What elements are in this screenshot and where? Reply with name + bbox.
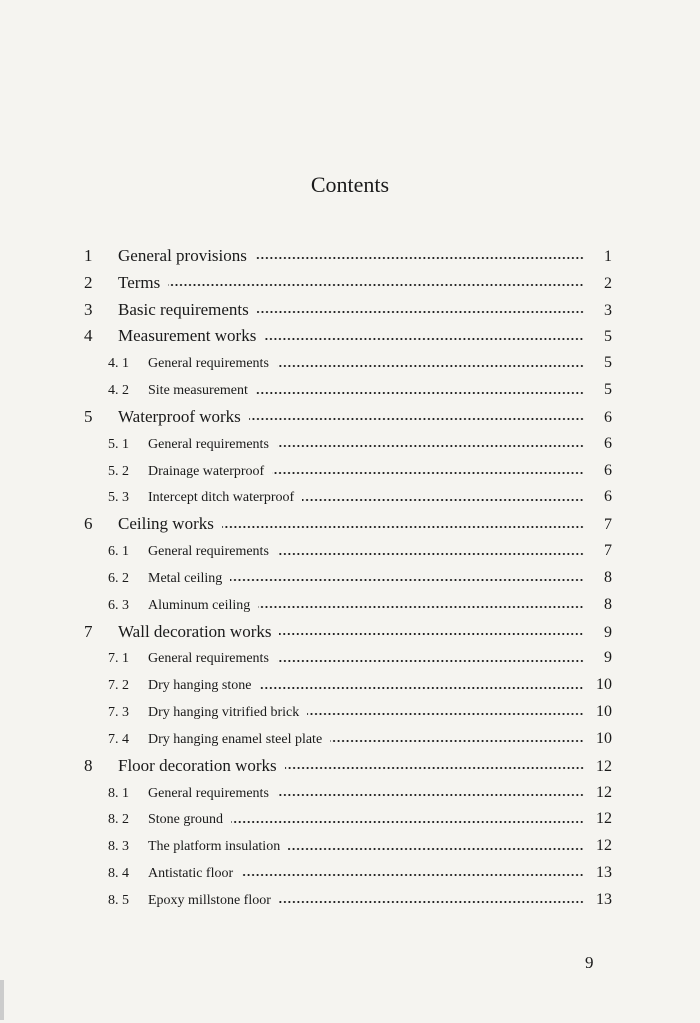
section-title: Wall decoration works	[118, 621, 272, 641]
dot-leader	[168, 283, 584, 287]
dot-leader	[279, 900, 584, 904]
section-number: 5	[84, 406, 93, 426]
dot-leader	[222, 525, 584, 529]
section-title: General provisions	[118, 246, 247, 265]
section-number: 8	[84, 755, 93, 775]
section-page: 10	[596, 676, 612, 694]
section-number: 7. 2	[108, 678, 129, 694]
section-page: 6	[604, 434, 612, 452]
dot-leader	[307, 712, 584, 716]
page-edge	[0, 980, 4, 1020]
section-number: 4	[84, 326, 93, 346]
section-page: 7	[604, 516, 612, 534]
dot-leader	[258, 605, 584, 609]
dot-leader	[277, 659, 584, 663]
section-number: 5. 2	[108, 463, 129, 479]
toc-entry	[84, 860, 612, 887]
section-title: Measurement works	[118, 326, 257, 346]
section-number: 6. 1	[108, 544, 129, 560]
section-title: General requirements	[148, 356, 269, 372]
section-number: 7. 1	[108, 651, 129, 667]
toc-entry	[84, 511, 612, 538]
dot-leader	[277, 444, 584, 448]
dot-leader	[255, 256, 584, 260]
dot-leader	[277, 793, 584, 797]
section-title: General requirements	[148, 436, 269, 452]
section-number: 8. 2	[108, 812, 129, 828]
section-title: Dry hanging vitrified brick	[148, 705, 300, 721]
section-title: The platform insulation	[148, 839, 281, 855]
dot-leader	[277, 364, 584, 368]
toc-entry	[84, 806, 612, 833]
section-page: 12	[596, 810, 612, 828]
section-title: General requirements	[148, 544, 269, 560]
section-title: Terms	[118, 272, 161, 292]
toc-entry	[84, 565, 612, 592]
toc-entry	[84, 753, 612, 780]
toc-entry	[84, 458, 612, 485]
toc-entry	[84, 270, 612, 297]
toc-entry	[84, 484, 612, 511]
section-number: 3	[84, 299, 93, 319]
section-page: 5	[604, 354, 612, 372]
section-title: Intercept ditch waterproof	[148, 490, 295, 506]
section-page: 12	[596, 783, 612, 801]
dot-leader	[277, 552, 584, 556]
section-title: Antistatic floor	[148, 866, 234, 882]
toc-entry	[84, 404, 612, 431]
dot-leader	[302, 498, 584, 502]
section-page: 3	[604, 301, 612, 319]
section-number: 7	[84, 621, 93, 641]
section-title: Waterproof works	[118, 406, 241, 426]
section-page: 10	[596, 703, 612, 721]
section-page: 1	[604, 248, 612, 265]
dot-leader	[249, 417, 584, 421]
toc-entry	[84, 350, 612, 377]
section-title: Stone ground	[148, 812, 224, 828]
section-title: Epoxy millstone floor	[148, 892, 271, 908]
section-page: 5	[604, 328, 612, 346]
toc-entry	[84, 699, 612, 726]
toc-entry	[84, 833, 612, 860]
section-number: 7. 3	[108, 705, 129, 721]
dot-leader	[288, 847, 584, 851]
section-page: 12	[596, 757, 612, 775]
dot-leader	[330, 739, 584, 743]
toc-entry	[84, 780, 612, 807]
section-number: 1	[84, 246, 93, 265]
section-title: Drainage waterproof	[148, 463, 265, 479]
dot-leader	[241, 873, 584, 877]
dot-leader	[279, 632, 584, 636]
section-number: 8. 1	[108, 785, 129, 801]
section-number: 5. 1	[108, 436, 129, 452]
page-number: 9	[585, 953, 594, 972]
section-title: Dry hanging enamel steel plate	[148, 731, 323, 747]
section-number: 8. 4	[108, 866, 129, 882]
section-page: 13	[596, 864, 612, 882]
section-page: 12	[596, 837, 612, 855]
dot-leader	[230, 578, 584, 582]
toc-entry	[84, 431, 612, 458]
section-title: Metal ceiling	[148, 570, 223, 586]
toc-entry	[84, 243, 612, 270]
toc-entry	[84, 645, 612, 672]
dot-leader	[259, 686, 584, 690]
dot-leader	[257, 310, 584, 314]
toc-entry	[84, 538, 612, 565]
dot-leader	[256, 391, 584, 395]
section-title: General requirements	[148, 651, 269, 667]
toc-entry	[84, 377, 612, 404]
section-title: Site measurement	[148, 383, 248, 399]
table-of-contents	[84, 243, 612, 914]
section-title: Ceiling works	[118, 514, 214, 534]
dot-leader	[231, 820, 584, 824]
section-page: 6	[604, 461, 612, 479]
page-title: Contents	[310, 172, 390, 197]
dot-leader	[264, 337, 584, 341]
section-title: Aluminum ceiling	[148, 597, 251, 613]
section-page: 9	[604, 649, 612, 667]
dot-leader	[285, 766, 584, 770]
toc-entry	[84, 619, 612, 646]
section-page: 6	[604, 488, 612, 506]
section-number: 4. 2	[108, 383, 129, 399]
section-number: 2	[84, 272, 93, 292]
section-number: 8. 5	[108, 892, 129, 908]
section-page: 8	[604, 568, 612, 586]
section-page: 10	[596, 729, 612, 747]
section-number: 4. 1	[108, 356, 129, 372]
toc-entry	[84, 672, 612, 699]
section-title: General requirements	[148, 785, 269, 801]
section-number: 8. 3	[108, 839, 129, 855]
toc-entry	[84, 726, 612, 753]
section-number: 6. 2	[108, 570, 129, 586]
section-number: 6. 3	[108, 597, 129, 613]
section-page: 7	[604, 542, 612, 560]
toc-entry	[84, 323, 612, 350]
section-page: 13	[596, 890, 612, 908]
section-title: Floor decoration works	[118, 755, 277, 775]
toc-entry	[84, 592, 612, 619]
section-page: 5	[604, 381, 612, 399]
section-page: 8	[604, 595, 612, 613]
section-number: 7. 4	[108, 731, 129, 747]
toc-entry	[84, 887, 612, 914]
section-number: 6	[84, 514, 93, 534]
section-page: 2	[604, 274, 612, 292]
section-number: 5. 3	[108, 490, 129, 506]
dot-leader	[272, 471, 584, 475]
toc-entry	[84, 297, 612, 324]
section-page: 6	[604, 408, 612, 426]
section-title: Dry hanging stone	[148, 678, 252, 694]
section-page: 9	[604, 623, 612, 641]
section-title: Basic requirements	[118, 299, 249, 319]
